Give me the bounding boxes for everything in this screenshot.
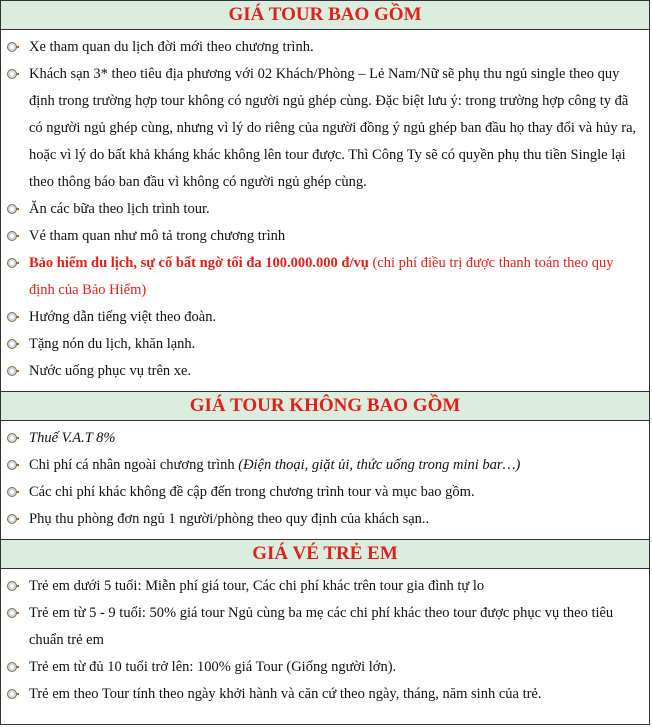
- insurance-item: [29, 250, 641, 304]
- list-item: Các chi phí khác không đề cập đến trong chương trình tour và mục bao gồm.: [29, 479, 641, 506]
- list-item: Chi phí cá nhân ngoài chương trình (Điện thoại, giặt ủi, thức uống trong mini bar…): [29, 452, 641, 479]
- bullet-icon: [7, 433, 17, 443]
- bullet-icon: [7, 258, 17, 268]
- bullet-icon: [7, 69, 17, 79]
- bullet-icon: [7, 487, 17, 497]
- insurance-highlight: Bảo hiểm du lịch, sự cố bất ngờ tối đa 100.000.000 đ/vụ: [29, 255, 369, 271]
- bullet-icon: [7, 366, 17, 376]
- list-item: Vé tham quan như mô tả trong chương trình: [29, 223, 641, 250]
- section-title-excluded: GIÁ TOUR KHÔNG BAO GỒM: [1, 391, 649, 421]
- list-item: Trẻ em theo Tour tính theo ngày khởi hành và căn cứ theo ngày, tháng, năm sinh của trẻ.: [29, 681, 641, 708]
- bullet-icon: [7, 231, 17, 241]
- list-item: Xe tham quan du lịch đời mới theo chương trình.: [29, 34, 641, 61]
- list-item: [29, 425, 641, 452]
- bullet-icon: [7, 689, 17, 699]
- bullet-icon: [7, 460, 17, 470]
- vat-text: Thuế V.A.T 8%: [29, 430, 116, 446]
- included-list: [1, 30, 649, 391]
- bullet-icon: [7, 581, 17, 591]
- bullet-icon: [7, 42, 17, 52]
- list-item: Tặng nón du lịch, khăn lạnh.: [29, 331, 641, 358]
- bullet-icon: [7, 312, 17, 322]
- bullet-icon: [7, 204, 17, 214]
- list-item: Hướng dẫn tiếng việt theo đoàn.: [29, 304, 641, 331]
- insurance-note: (chi phí điều trị được thanh toán theo quy định của Bảo Hiểm): [29, 255, 614, 298]
- list-item: Nước uống phục vụ trên xe.: [29, 358, 641, 385]
- list-item: Phụ thu phòng đơn ngủ 1 người/phòng theo quy định của khách sạn..: [29, 506, 641, 533]
- list-item: Khách sạn 3* theo tiêu địa phương với 02 Khách/Phòng – Lẻ Nam/Nữ sẽ phụ thu ngủ single theo quy định trong trường hợp tour không có người ngủ ghép cùng. Đặc biệt lưu ý: trong trường hợp công ty đã có người ngủ ghép cùng, nhưng vì lý do riêng của người đồng ý ngủ ghép ban đầu họ thay đổi và hủy ra, hoặc vì lý do bất khả kháng khác không lên tour được. Thì Công Ty sẽ có quyền phụ thu tiền Single lại theo thông báo ban đầu vì không có người ngủ ghép cùng.: [29, 61, 641, 196]
- excluded-list: [1, 421, 649, 539]
- bullet-icon: [7, 608, 17, 618]
- bullet-icon: [7, 339, 17, 349]
- list-item: Ăn các bữa theo lịch trình tour.: [29, 196, 641, 223]
- list-item: Trẻ em dưới 5 tuổi: Miễn phí giá tour, Các chi phí khác trên tour gia đình tự lo: [29, 573, 641, 600]
- personal-examples: (Điện thoại, giặt ủi, thức uống trong mini bar…): [238, 457, 521, 473]
- children-list: [1, 569, 649, 714]
- bullet-icon: [7, 662, 17, 672]
- section-title-included: GIÁ TOUR BAO GỒM: [1, 1, 649, 30]
- list-item: Trẻ em từ 5 - 9 tuổi: 50% giá tour Ngủ cùng ba mẹ các chi phí khác theo tour được phục vụ theo tiêu chuẩn trẻ em: [29, 600, 641, 654]
- list-item: Trẻ em từ đủ 10 tuổi trở lên: 100% giá Tour (Giống người lớn).: [29, 654, 641, 681]
- section-title-children: GIÁ VÉ TRẺ EM: [1, 539, 649, 569]
- bullet-icon: [7, 514, 17, 524]
